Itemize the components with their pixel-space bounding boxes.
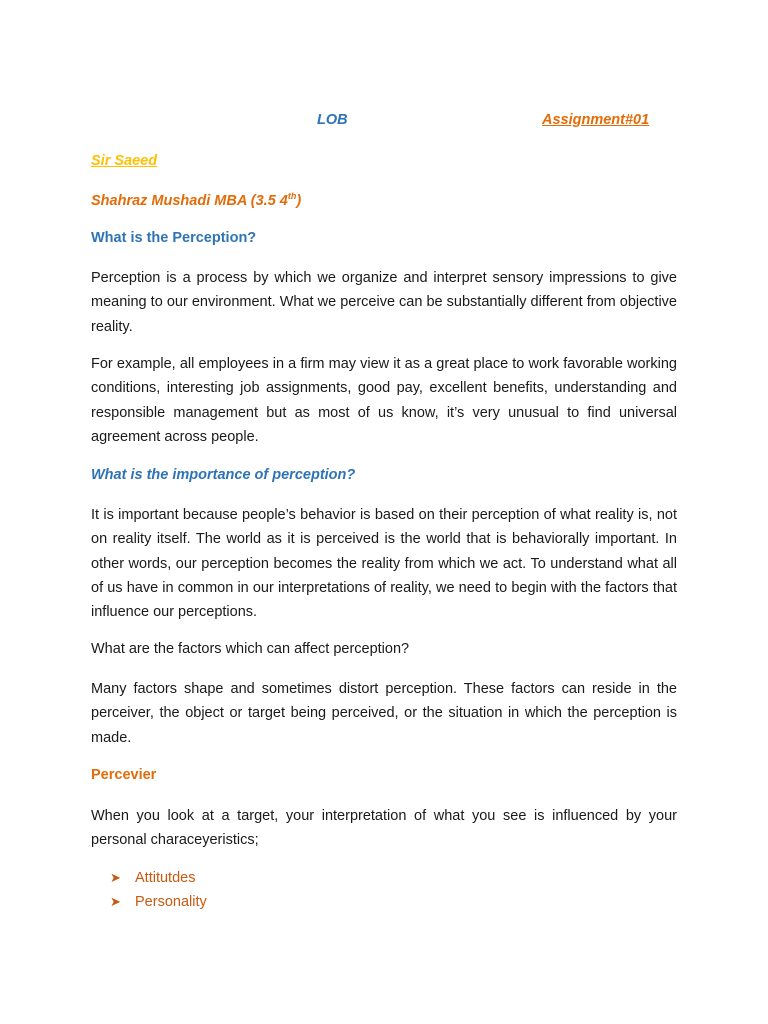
semester-superscript: th [287, 191, 297, 201]
paragraph-definition: Perception is a process by which we organize and interpret sensory impressions to give meaning to our environment. What we perceive can be substantially different from objective reality. [91, 270, 677, 335]
arrow-bullet-icon: ➤ [110, 894, 121, 909]
list-item-label: Personality [135, 894, 207, 910]
arrow-bullet-icon: ➤ [110, 870, 121, 885]
student-info [91, 191, 301, 209]
course-label: LOB [317, 112, 348, 128]
paragraph-importance: It is important because people’s behavior is based on their perception of what reality is, not on reality itself. The world as it is perceived is the world that is behaviorally important. In other words, our perception becomes the reality from which we act. To understand what all of us have in common in our interpretations of reality, we need to begin with the factors that influence our perceptions. [91, 507, 677, 621]
paragraph-factors: Many factors shape and sometimes distort perception. These factors can reside in the perceiver, the object or target being perceived, or the situation in which the perception is made. [91, 681, 677, 746]
question-factors: What are the factors which can affect perception? [91, 641, 410, 657]
list-item-label: Attitutdes [135, 870, 196, 886]
assignment-label: Assignment#01 [542, 112, 650, 128]
heading-perceiver: Percevier [91, 767, 157, 783]
student-name-program: Shahraz Mushadi MBA (3.5 4 [91, 192, 288, 209]
paragraph-example: For example, all employees in a firm may view it as a great place to work favorable working conditions, interesting job assignments, good pay, excellent benefits, understanding and responsible management but as most of us know, it’s very unusual to find universal agreement across people. [91, 356, 677, 445]
heading-what-is-perception: What is the Perception? [91, 230, 257, 246]
heading-importance: What is the importance of perception? [91, 467, 356, 483]
list-item [110, 890, 207, 914]
assignment-header [91, 112, 677, 132]
list-item [110, 866, 207, 890]
student-close-paren: ) [296, 192, 302, 209]
characteristics-list [110, 866, 207, 914]
paragraph-perceiver: When you look at a target, your interpretation of what you see is influenced by your personal characeyeristics; [91, 808, 677, 849]
teacher-name: Sir Saeed [91, 153, 158, 169]
